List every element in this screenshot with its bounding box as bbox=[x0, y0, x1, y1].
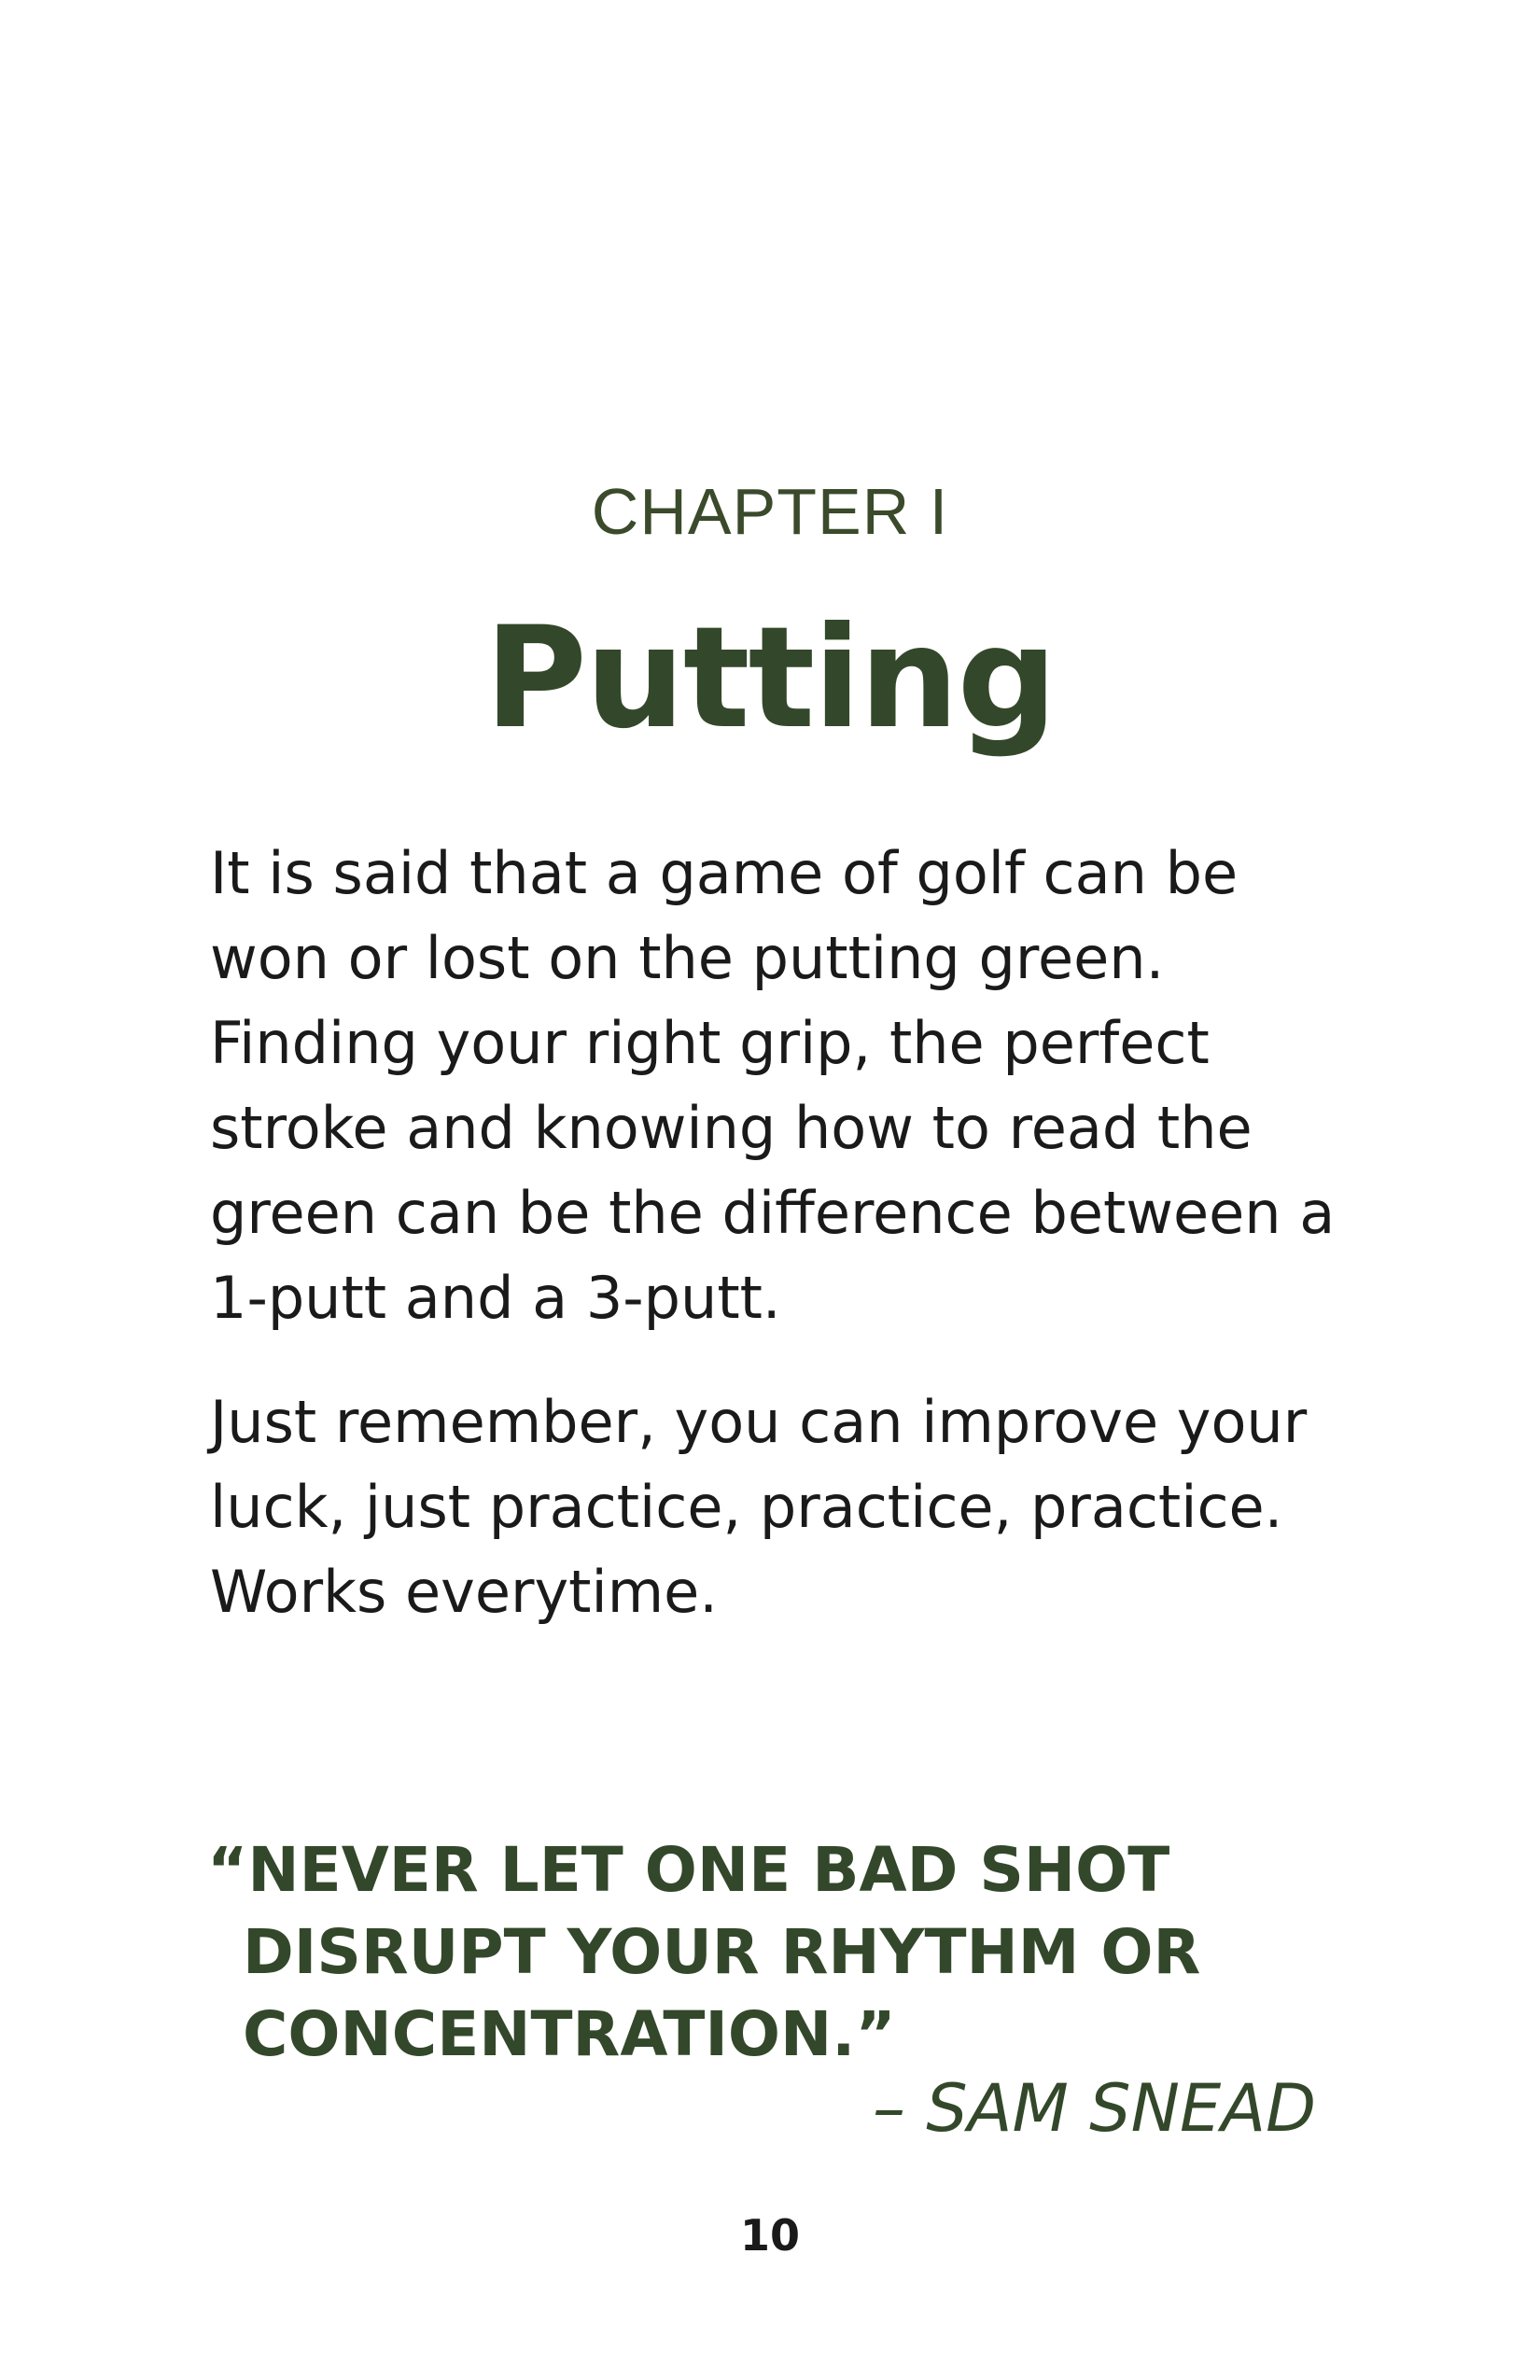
body-paragraph-2: Just remember, you can improve your luck, just practice, practice, practice. Works everytime. bbox=[210, 1388, 1308, 1626]
pull-quote: “NEVER LET ONE BAD SHOT DISRUPT YOUR RHYTHM OR CONCENTRATION.” bbox=[207, 1834, 1201, 2070]
body-paragraph-1: It is said that a game of golf can be won or lost on the putting green. Finding your right grip, the perfect stroke and knowing how to read the green can be the difference between a 1-putt and a 3-putt. bbox=[210, 839, 1336, 1332]
chapter-label: CHAPTER I bbox=[591, 475, 949, 548]
chapter-title: Putting bbox=[484, 597, 1056, 760]
page-number: 10 bbox=[739, 2210, 800, 2261]
quote-attribution: – SAM SNEAD bbox=[872, 2070, 1316, 2147]
